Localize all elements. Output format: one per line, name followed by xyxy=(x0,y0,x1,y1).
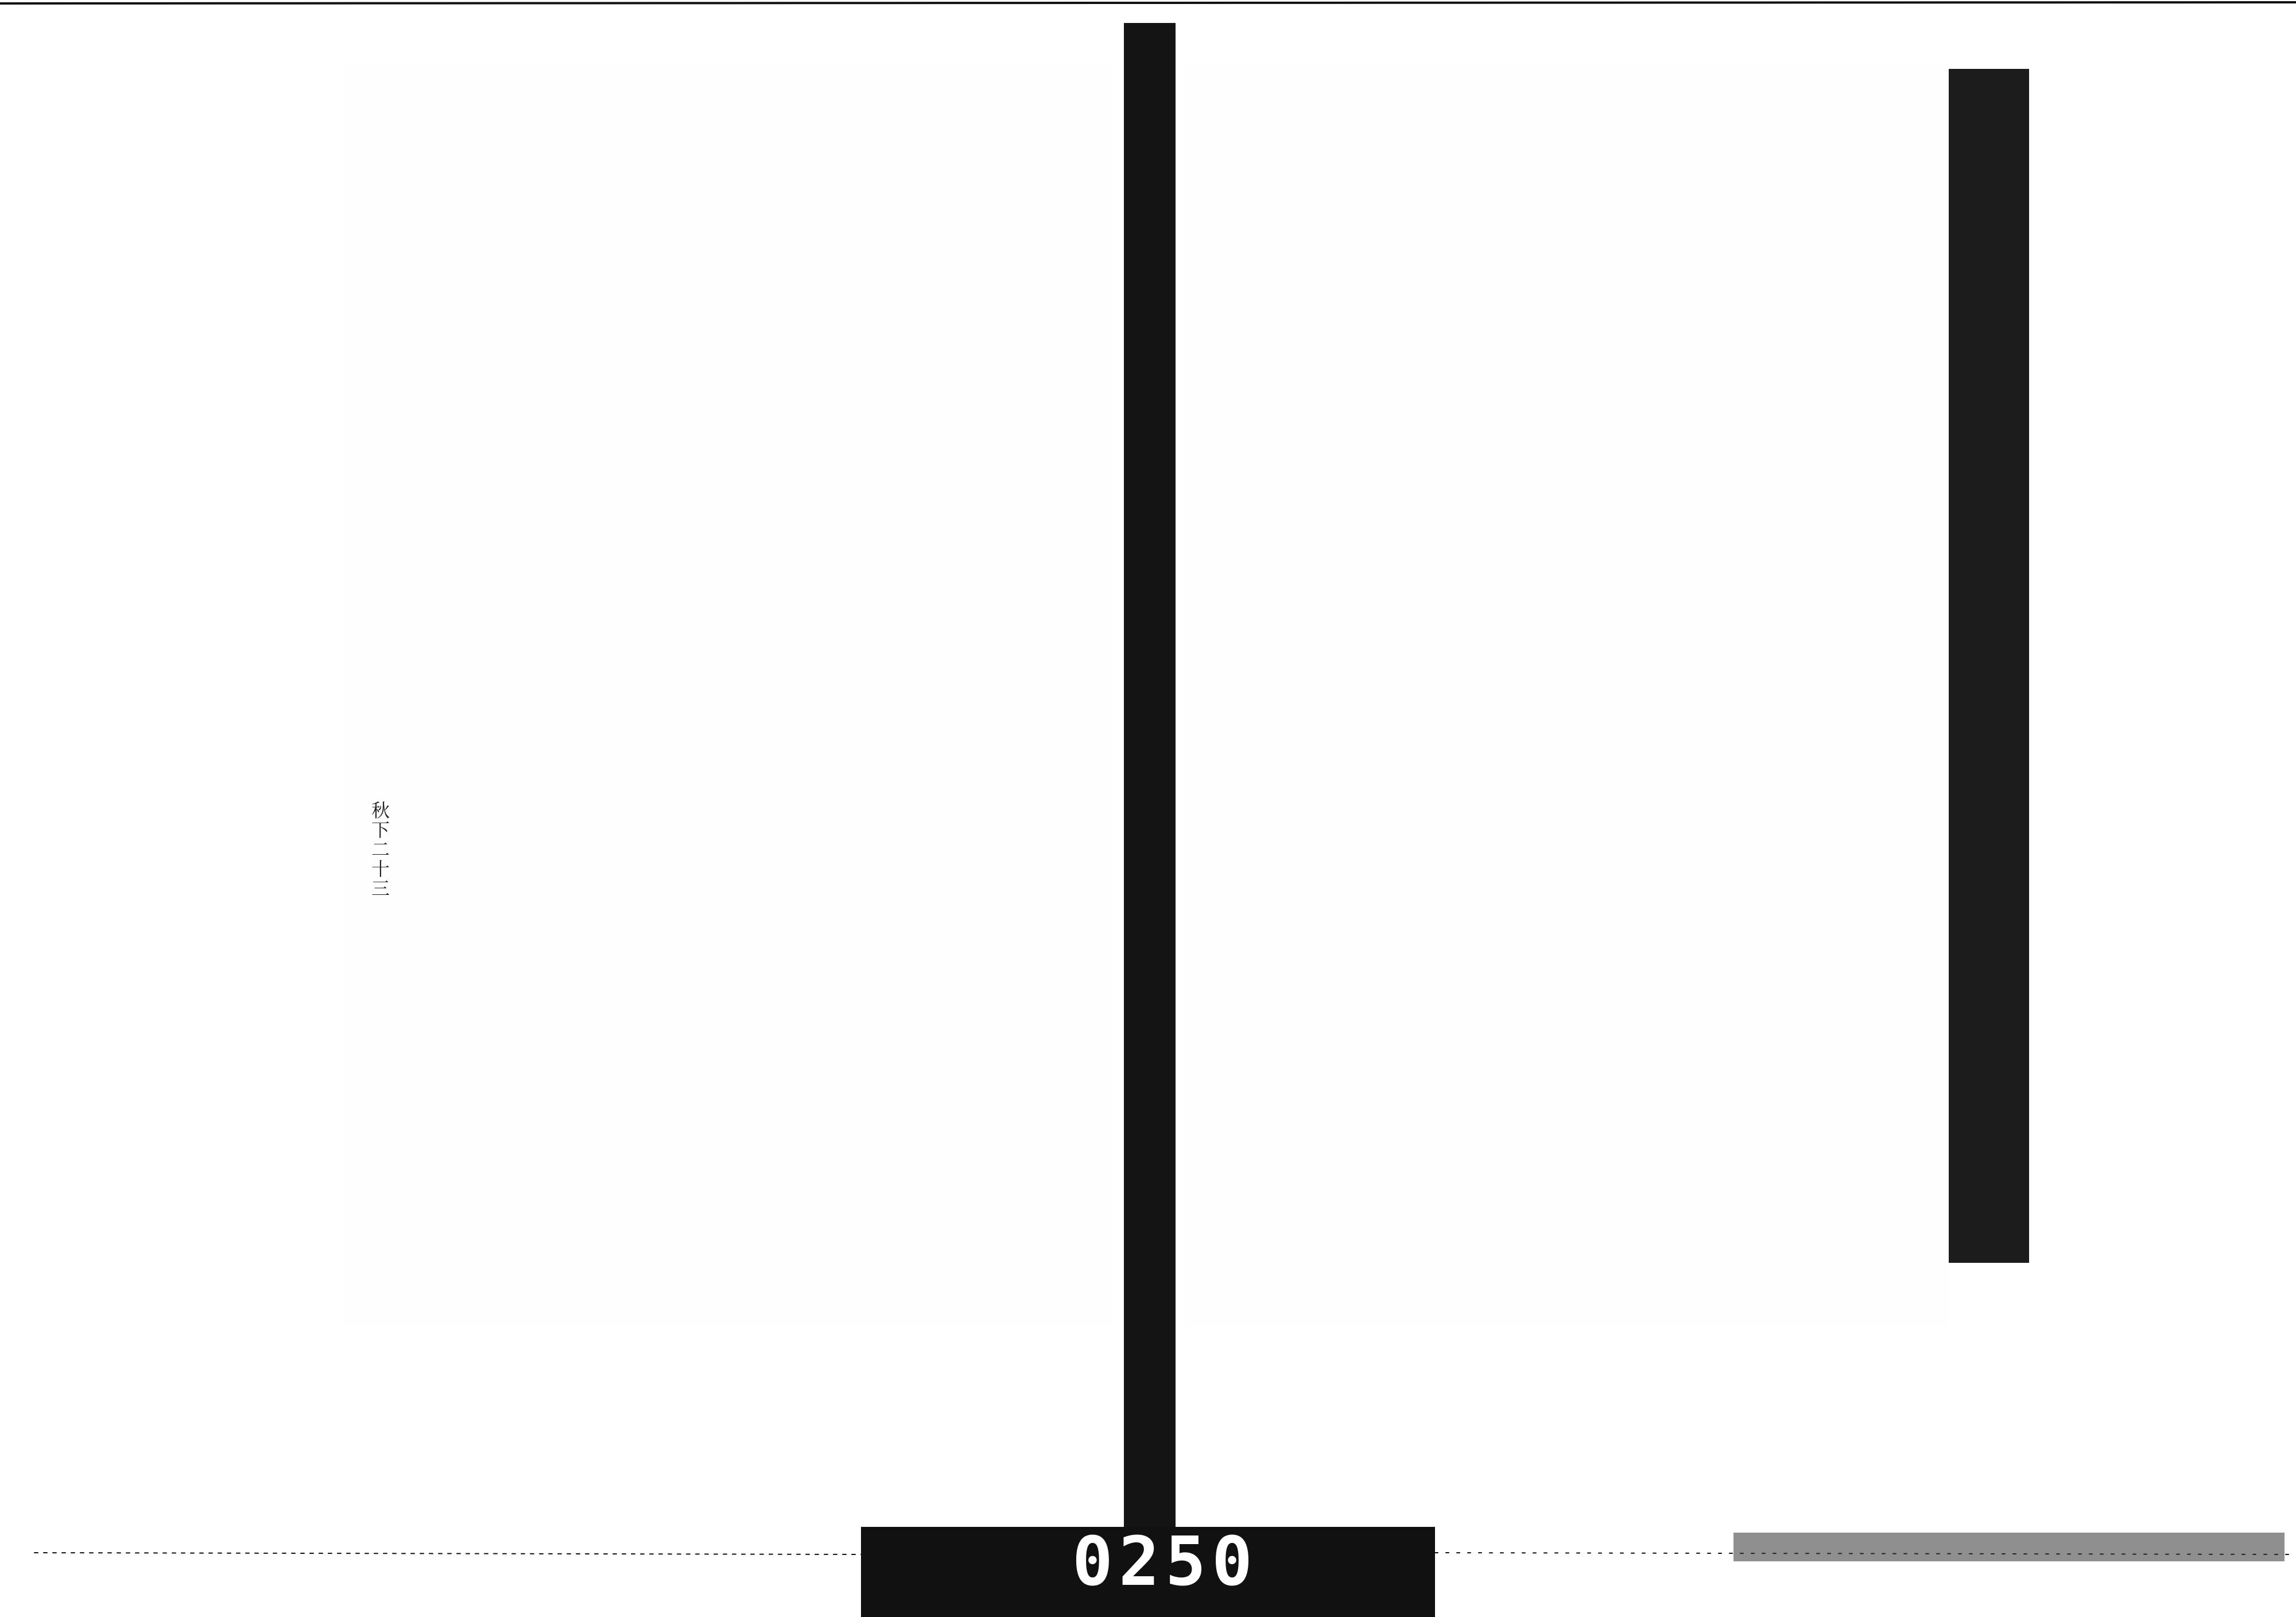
left-page xyxy=(344,63,1114,1326)
running-header: 秋下二十三 xyxy=(369,801,390,898)
frame-number: 0250 xyxy=(1072,1522,1259,1601)
right-page xyxy=(1185,63,1949,1326)
